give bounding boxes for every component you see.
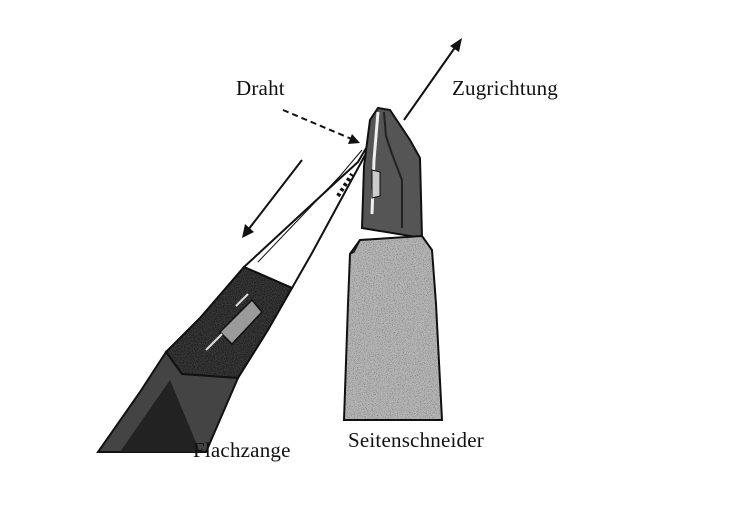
flat-pliers — [98, 138, 372, 452]
side-cutter — [344, 108, 442, 420]
pliers-movement-arrow — [248, 160, 302, 230]
pull-direction-arrowhead — [450, 38, 462, 52]
label-flat-pliers: Flachzange — [193, 438, 291, 462]
side-cutter-body-grain — [344, 236, 442, 420]
side-cutter-jaw-notch — [372, 170, 380, 198]
wire-pointer-arrow — [283, 110, 354, 140]
label-pull-direction: Zugrichtung — [452, 76, 559, 100]
label-side-cutter: Seitenschneider — [348, 428, 484, 452]
pull-direction-arrow — [404, 46, 456, 120]
side-cutter-head — [362, 108, 422, 238]
label-wire: Draht — [236, 76, 285, 100]
